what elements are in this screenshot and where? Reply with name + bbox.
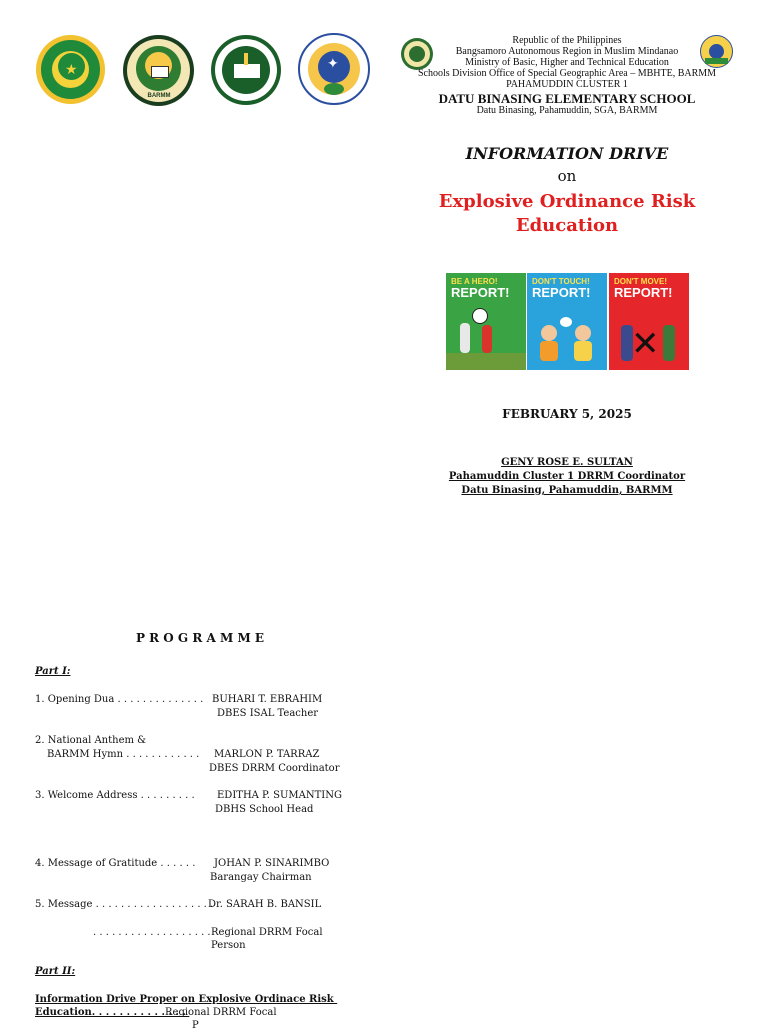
programme-item-3-label: 3. Welcome Address . . . . . . . . . bbox=[35, 790, 195, 801]
title-on: on bbox=[557, 167, 577, 185]
programme-item-4-role: Barangay Chairman bbox=[210, 872, 312, 883]
programme-item-3-name: EDITHA P. SUMANTING bbox=[217, 790, 342, 801]
programme-item-3-role: DBHS School Head bbox=[215, 804, 314, 815]
header-cluster: PAHAMUDDIN CLUSTER 1 bbox=[506, 79, 628, 90]
programme-item-6-name: Regional DRRM Focal bbox=[211, 927, 323, 938]
barmm-seal-logo: ★ bbox=[36, 35, 105, 104]
mbhte-seal-logo bbox=[123, 35, 194, 106]
programme-item-5-name: Dr. SARAH B. BANSIL bbox=[208, 899, 322, 910]
programme-item-2-label: 2. National Anthem & bbox=[35, 735, 147, 746]
header-division: Schools Division Office of Special Geographic Area – MBHTE, BARMM bbox=[417, 68, 717, 79]
school-address: Datu Binasing, Pahamuddin, SGA, BARMM bbox=[476, 105, 658, 116]
programme-item-2-name: MARLON P. TARRAZ bbox=[214, 749, 320, 760]
programme-item-4-name: JOHAN P. SINARIMBO bbox=[214, 858, 330, 869]
book-cover-be-a-hero: BE A HERO! REPORT! bbox=[446, 273, 526, 370]
programme-item-5-label: 5. Message . . . . . . . . . . . . . . . . . . . bbox=[35, 899, 214, 910]
event-date: FEBRUARY 5, 2025 bbox=[502, 407, 632, 421]
part2-heading: Part II: bbox=[35, 966, 76, 977]
header-bangsamoro: Bangsamoro Autonomous Region in Muslim Mindanao bbox=[455, 46, 679, 57]
barmm-seal-text: BARMM bbox=[147, 93, 171, 99]
programme-item-6-role: Person bbox=[211, 940, 246, 951]
part2-line2a: Education. . . . . . . . . . . . . . bbox=[35, 1007, 190, 1018]
part2-line1: Information Drive Proper on Explosive Ordinace Risk bbox=[35, 994, 338, 1005]
title-information-drive: INFORMATION DRIVE bbox=[465, 144, 669, 163]
programme-heading: P R O G R A M M E bbox=[135, 631, 265, 645]
book-cover-dont-move: DON'T MOVE! REPORT! ✕ bbox=[609, 273, 689, 370]
part2-line2b: Regional DRRM Focal bbox=[165, 1007, 277, 1018]
coordinator-name: GENY ROSE E. SULTAN bbox=[501, 457, 633, 468]
header-ministry: Ministry of Basic, Higher and Technical Education bbox=[465, 57, 669, 68]
coordinator-role: Pahamuddin Cluster 1 DRRM Coordinator bbox=[448, 471, 686, 482]
title-education: Education bbox=[515, 215, 619, 236]
programme-item-4-label: 4. Message of Gratitude . . . . . . bbox=[35, 858, 196, 869]
programme-item-1-label: 1. Opening Dua . . . . . . . . . . . . . . bbox=[35, 694, 204, 705]
coordinator-place: Datu Binasing, Pahamuddin, BARMM bbox=[461, 485, 673, 496]
dbes-school-seal-logo: ✦ bbox=[298, 33, 370, 105]
programme-item-1-name: BUHARI T. EBRAHIM bbox=[212, 694, 323, 705]
part1-heading: Part I: bbox=[35, 666, 71, 677]
programme-item-2-role: DBES DRRM Coordinator bbox=[209, 763, 340, 774]
programme-item-2-label-cont: BARMM Hymn . . . . . . . . . . . . bbox=[47, 749, 200, 760]
book-cover-dont-touch: DON'T TOUCH! REPORT! bbox=[527, 273, 607, 370]
programme-item-1-role: DBES ISAL Teacher bbox=[217, 708, 319, 719]
header-republic: Republic of the Philippines bbox=[512, 35, 622, 46]
title-explosive-ordinance: Explosive Ordinance Risk bbox=[438, 191, 696, 212]
programme-item-6-label: . . . . . . . . . . . . . . . . . . . bbox=[93, 927, 211, 938]
school-name: DATU BINASING ELEMENTARY SCHOOL bbox=[438, 91, 696, 106]
part2-line3: P bbox=[192, 1020, 199, 1031]
sda-seal-logo bbox=[211, 35, 281, 105]
